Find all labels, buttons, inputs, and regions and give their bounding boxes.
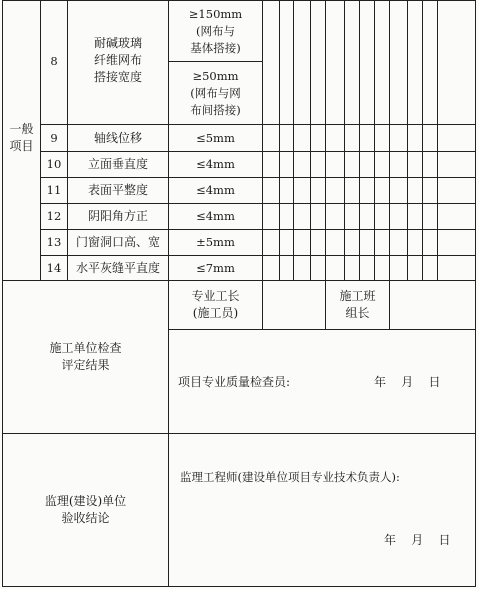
grid-col-3 (310, 0, 311, 280)
team-leader-label: 施工班 组长 (339, 289, 376, 320)
grid-col-5 (344, 0, 345, 280)
cc-line-1 (262, 280, 263, 329)
row-line-8-split (168, 61, 262, 62)
row-12-number: 12 (46, 209, 62, 223)
grid-col-6 (359, 0, 360, 280)
item-8-requirement-b: ≥50mm (网布与网 布间搭接) (190, 68, 241, 117)
cc-line-3 (389, 280, 390, 329)
grid-col-8 (389, 0, 390, 280)
grid-col-9 (407, 0, 408, 280)
quality-inspector-label: 项目专业质量检查员: (178, 374, 291, 389)
foreman-label: 专业工长 (施工员) (191, 289, 240, 320)
frame-top (2, 0, 476, 1)
row-11-name: 表面平整度 (87, 183, 148, 197)
row-10-name: 立面垂直度 (87, 157, 148, 171)
row-11-number: 11 (46, 183, 62, 197)
row-13-requirement: ±5mm (196, 235, 235, 249)
row-14-name: 水平灰缝平直度 (75, 260, 160, 275)
row-14-number: 14 (46, 260, 62, 275)
construction-date-label: 年 月 日 (374, 374, 441, 389)
group-label: 一般 项目 (9, 122, 34, 153)
grid-col-7 (374, 0, 375, 280)
col-line-req (262, 0, 263, 280)
frame-right (475, 0, 476, 587)
row-9-requirement: ≤5mm (196, 130, 235, 145)
row-10-number: 10 (46, 157, 62, 171)
item-8-name: 耐碱玻璃 纤维网布 搭接宽度 (93, 35, 142, 84)
grid-col-4 (325, 0, 326, 280)
row-13-name: 门窗洞口高、宽 (75, 235, 160, 249)
cc-line-signrow (168, 329, 476, 330)
grid-col-2 (293, 0, 294, 280)
supervision-label: 监理(建设)单位 验收结论 (44, 494, 127, 525)
row-11-requirement: ≤4mm (196, 183, 235, 197)
row-12-name: 阴阳角方正 (87, 209, 148, 223)
row-12-requirement: ≤4mm (196, 209, 235, 223)
row-13-number: 13 (46, 235, 62, 249)
frame-bottom (2, 586, 476, 587)
item-8-number: 8 (50, 53, 58, 68)
grid-col-1 (279, 0, 280, 280)
row-10-requirement: ≤4mm (196, 157, 235, 171)
grid-col-11 (437, 0, 438, 280)
supervision-engineer-label: 监理工程师(建设单位项目专业技术负责人): (180, 469, 400, 484)
item-8-requirement-a: ≥150mm (网布与 基体搭接) (188, 6, 243, 55)
row-9-number: 9 (50, 130, 58, 145)
row-14-requirement: ≤7mm (196, 260, 235, 275)
grid-col-10 (422, 0, 423, 280)
row-9-name: 轴线位移 (93, 130, 142, 145)
construction-check-label: 施工单位检查 评定结果 (49, 341, 122, 372)
supervision-date-label: 年 月 日 (384, 532, 451, 547)
